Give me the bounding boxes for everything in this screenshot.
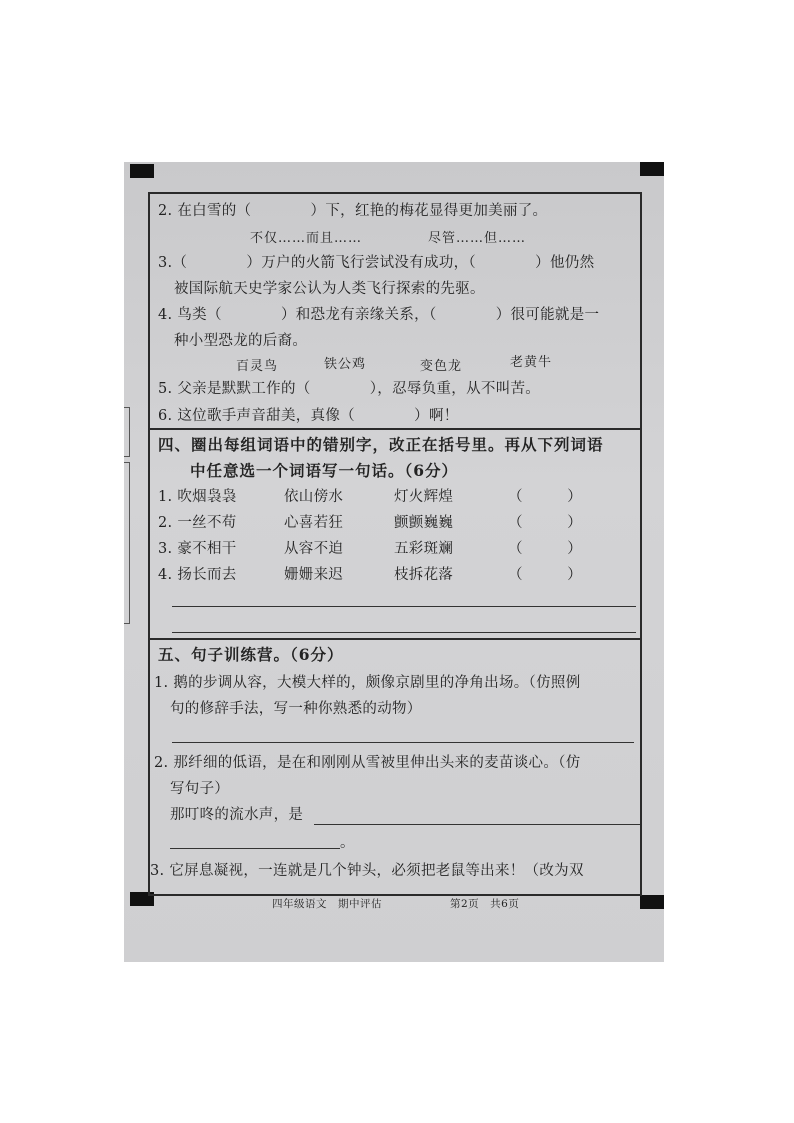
word-group-3-c: 五彩斑斓: [394, 541, 454, 557]
registration-mark-top-right: [640, 162, 664, 176]
word-group-1-a: 1. 吹烟袅袅: [158, 489, 237, 505]
word-option: 老黄牛: [510, 355, 553, 370]
word-group-4-a: 4. 扬长而去: [158, 567, 237, 583]
question-3-4-line2: 种小型恐龙的后裔。: [174, 333, 308, 349]
answer-line[interactable]: [172, 742, 634, 743]
registration-mark-bottom-right: [640, 895, 664, 909]
question-3-2: 2. 在白雪的（ ）下，红艳的梅花显得更加美丽了。: [158, 203, 548, 219]
word-option: 铁公鸡: [324, 357, 367, 372]
section-4-heading-line1: 四、圈出每组词语中的错别字，改正在括号里。再从下列词语: [158, 435, 604, 454]
registration-mark-top-left: [130, 164, 154, 178]
question-5-2-prompt: 那叮咚的流水声，是: [170, 807, 304, 823]
binding-margin-box: [124, 407, 130, 457]
conjunction-option: 尽管……但……: [428, 231, 527, 246]
question-3-5: 5. 父亲是默默工作的（ ），忍辱负重，从不叫苦。: [158, 381, 541, 397]
correction-parens[interactable]: （ ）: [508, 515, 582, 531]
section-5-heading: 五、句子训练营。（6分）: [158, 645, 344, 664]
answer-line[interactable]: [172, 632, 636, 633]
conjunction-option: 不仅……而且……: [250, 231, 363, 246]
word-group-1-c: 灯火辉煌: [394, 489, 454, 505]
correction-parens[interactable]: （ ）: [508, 541, 582, 557]
word-group-2-c: 颤颤巍巍: [394, 515, 454, 531]
word-group-3-b: 从容不迫: [284, 541, 344, 557]
exam-page-photo: [124, 162, 664, 962]
sentence-end-mark: 。: [340, 835, 355, 851]
question-3-6: 6. 这位歌手声音甜美，真像（ ）啊！: [158, 408, 459, 424]
question-3-3-line2: 被国际航天史学家公认为人类飞行探索的先驱。: [174, 281, 485, 297]
word-group-3-a: 3. 豪不相干: [158, 541, 237, 557]
correction-parens[interactable]: （ ）: [508, 489, 582, 505]
word-group-1-b: 依山傍水: [284, 489, 344, 505]
answer-line[interactable]: [172, 606, 636, 607]
section-divider: [148, 428, 642, 430]
word-group-4-c: 枝拆花落: [394, 567, 454, 583]
word-option: 变色龙: [420, 359, 463, 374]
answer-line[interactable]: [314, 824, 640, 825]
question-5-1-line2: 句的修辞手法，写一种你熟悉的动物）: [170, 701, 422, 717]
question-5-1-line1: 1. 鹅的步调从容，大模大样的，颇像京剧里的净角出场。（仿照例: [154, 675, 581, 691]
word-option: 百灵鸟: [236, 359, 279, 374]
section-4-heading-line2: 中任意选一个词语写一句话。（6分）: [190, 461, 459, 480]
question-5-2-line2: 写句子）: [170, 781, 230, 797]
word-group-2-a: 2. 一丝不苟: [158, 515, 237, 531]
question-3-3-line1: 3.（ ）万户的火箭飞行尝试没有成功，（ ）他仍然: [158, 255, 595, 271]
word-group-2-b: 心喜若狂: [284, 515, 344, 531]
question-3-4-line1: 4. 鸟类（ ）和恐龙有亲缘关系，（ ）很可能就是一: [158, 307, 600, 323]
footer-page-number: 第2页 共6页: [450, 898, 520, 910]
section-divider: [148, 638, 642, 640]
footer-subject: 四年级语文 期中评估: [272, 898, 382, 910]
question-5-3-line1: 3. 它屏息凝视，一连就是几个钟头，必须把老鼠等出来！（改为双: [150, 863, 584, 879]
binding-margin-box: [124, 462, 130, 624]
answer-line[interactable]: [170, 848, 340, 849]
word-group-4-b: 姗姗来迟: [284, 567, 344, 583]
correction-parens[interactable]: （ ）: [508, 567, 582, 583]
question-5-2-line1: 2. 那纤细的低语，是在和刚刚从雪被里伸出头来的麦苗谈心。（仿: [154, 755, 581, 771]
